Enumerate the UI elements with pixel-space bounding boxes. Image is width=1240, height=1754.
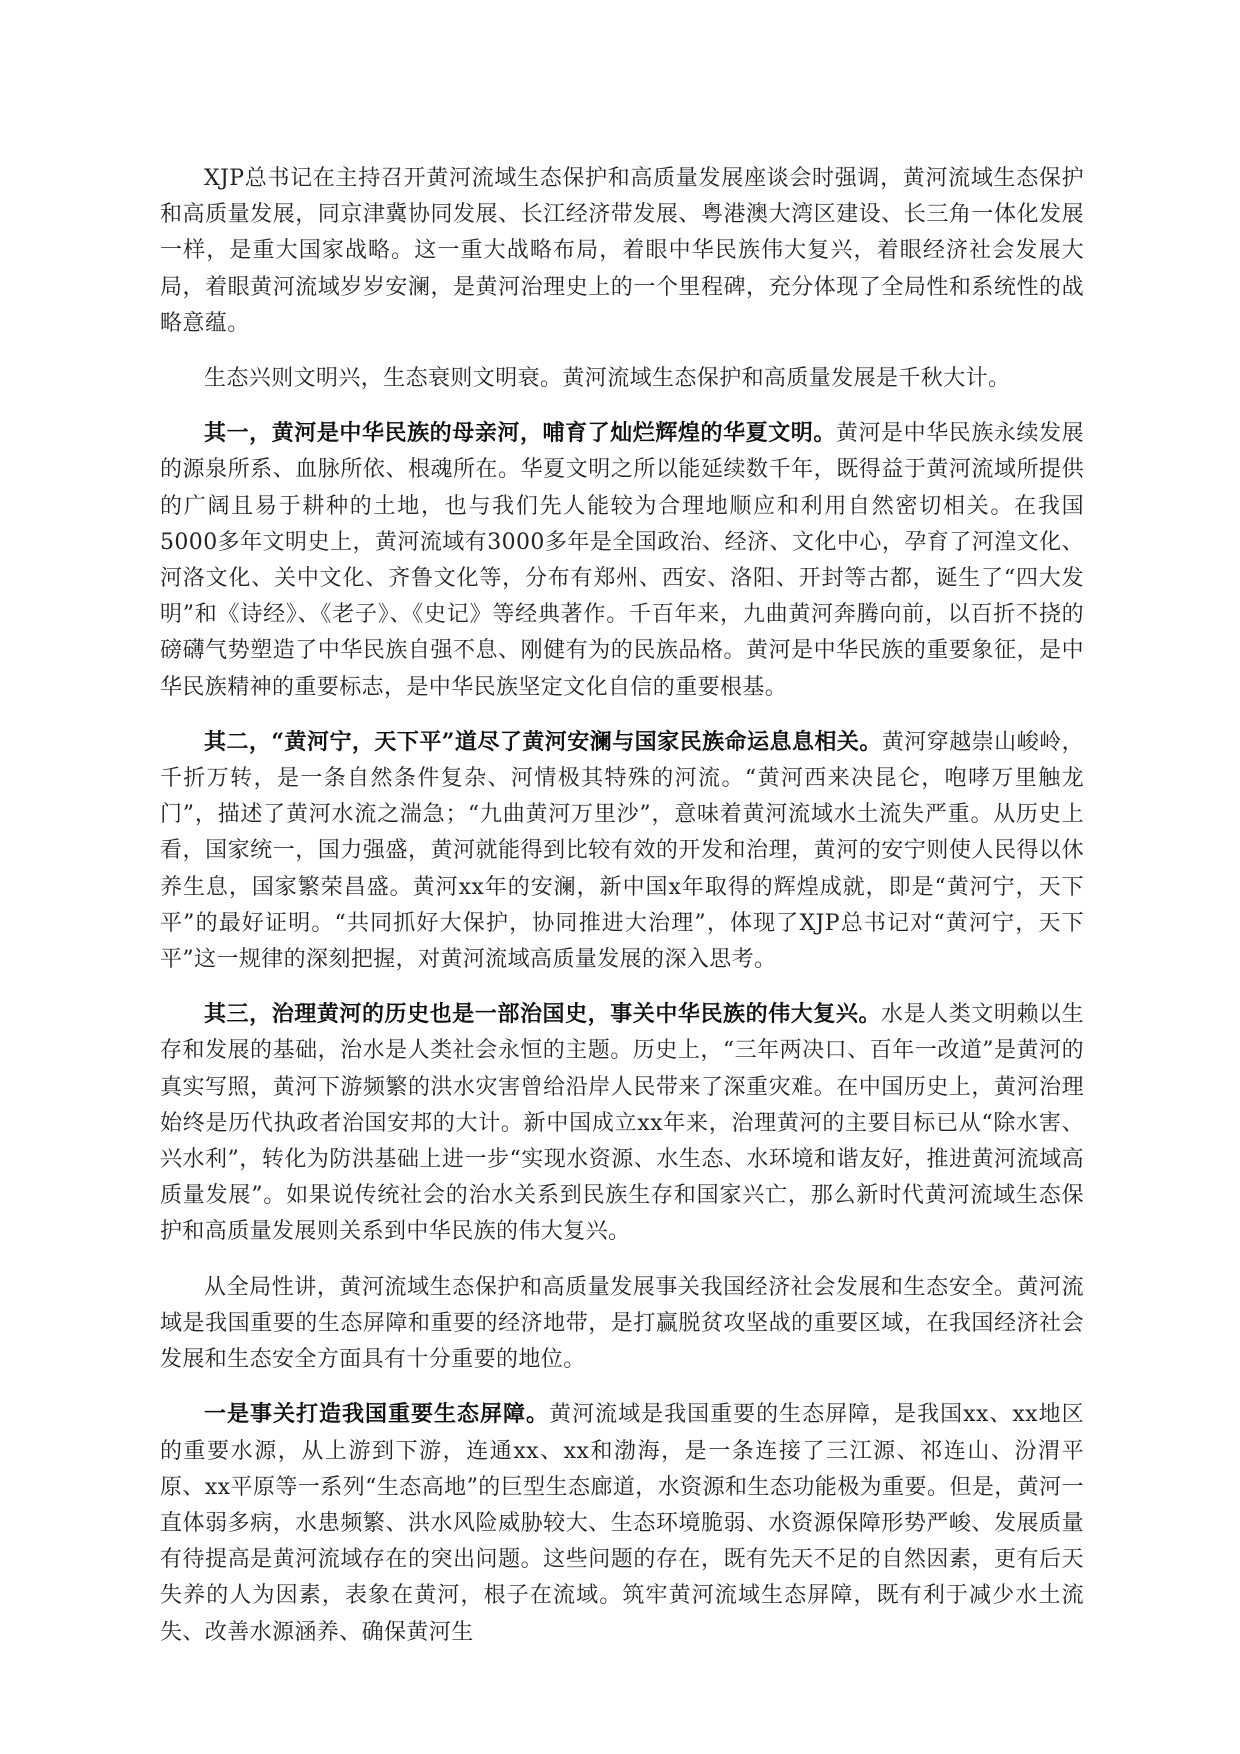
paragraph-ecology-civilization: [160, 360, 1084, 397]
paragraph-point-one: [160, 415, 1084, 706]
paragraph-point-two: [160, 724, 1084, 978]
paragraph-text: 黄河穿越崇山峻岭，千折万转，是一条自然条件复杂、河情极其特殊的河流。“黄河西来决昆仑，咆哮万里触龙门”，描述了黄河水流之湍急；“九曲黄河万里沙”，意味着黄河流域水土流失严重。从历史上看，国家统一，国力强盛，黄河就能得到比较有效的开发和治理，黄河的安宁则使人民得以休养生息，国家繁荣昌盛。黄河xx年的安澜，新中国x年取得的辉煌成就，即是“黄河宁，天下平”的最好证明。“共同抓好大保护，协同推进大治理”，体现了XJP总书记对“黄河宁，天下平”这一规律的深刻把握，对黄河流域高质量发展的深入思考。: [160, 729, 1084, 973]
document-body: [160, 160, 1084, 1669]
paragraph-text: XJP总书记在主持召开黄河流域生态保护和高质量发展座谈会时强调，黄河流域生态保护和高质量发展，同京津冀协同发展、长江经济带发展、粤港澳大湾区建设、长三角一体化发展一样，是重大国家战略。这一重大战略布局，着眼中华民族伟大复兴，着眼经济社会发展大局，着眼黄河流域岁岁安澜，是黄河治理史上的一个里程碑，充分体现了全局性和系统性的战略意蕴。: [160, 166, 1084, 336]
paragraph-lead: 其三，治理黄河的历史也是一部治国史，事关中华民族的伟大复兴。: [204, 1001, 882, 1028]
paragraph-text: 水是人类文明赖以生存和发展的基础，治水是人类社会永恒的主题。历史上，“三年两决口、百年一改道”是黄河的真实写照，黄河下游频繁的洪水灾害曾给沿岸人民带来了深重灾难。在中国历史上，黄河治理始终是历代执政者治国安邦的大计。新中国成立xx年来，治理黄河的主要目标已从“除水害、兴水利”，转化为防洪基础上进一步“实现水资源、水生态、水环境和谐友好，推进黄河流域高质量发展”。如果说传统社会的治水关系到民族生存和国家兴亡，那么新时代黄河流域生态保护和高质量发展则关系到中华民族的伟大复兴。: [160, 1002, 1084, 1245]
paragraph-overall: [160, 1269, 1084, 1379]
paragraph-text: 黄河是中华民族永续发展的源泉所系、血脉所依、根魂所在。华夏文明之所以能延续数千年，既得益于黄河流域所提供的广阔且易于耕种的土地，也与我们先人能较为合理地顺应和利用自然密切相关。在我国5000多年文明史上，黄河流域有3000多年是全国政治、经济、文化中心，孕育了河湟文化、河洛文化、关中文化、齐鲁文化等，分布有郑州、西安、洛阳、开封等古都，诞生了“四大发明”和《诗经》、《老子》、《史记》等经典著作。千百年来，九曲黄河奔腾向前，以百折不挠的磅礴气势塑造了中华民族自强不息、刚健有为的民族品格。黄河是中华民族的重要象征，是中华民族精神的重要标志，是中华民族坚定文化自信的重要根基。: [160, 421, 1085, 700]
paragraph-intro: [160, 160, 1084, 342]
paragraph-lead: 其一，黄河是中华民族的母亲河，哺育了灿烂辉煌的华夏文明。: [204, 420, 836, 447]
paragraph-text: 从全局性讲，黄河流域生态保护和高质量发展事关我国经济社会发展和生态安全。黄河流域是我国重要的生态屏障和重要的经济地带，是打赢脱贫攻坚战的重要区域，在我国经济社会发展和生态安全方面具有十分重要的地位。: [160, 1274, 1084, 1373]
paragraph-point-three: [160, 996, 1084, 1250]
paragraph-lead: 其二，“黄河宁，天下平”道尽了黄河安澜与国家民族命运息息相关。: [204, 728, 882, 755]
paragraph-ecological-barrier: [160, 1396, 1084, 1650]
paragraph-text: 黄河流域是我国重要的生态屏障，是我国xx、xx地区的重要水源，从上游到下游，连通xx、xx和渤海，是一条连接了三江源、祁连山、汾渭平原、xx平原等一系列“生态高地”的巨型生态廊道，水资源和生态功能极为重要。但是，黄河一直体弱多病，水患频繁、洪水风险威胁较大、生态环境脆弱、水资源保障形势严峻、发展质量有待提高是黄河流域存在的突出问题。这些问题的存在，既有先天不足的自然因素，更有后天失养的人为因素，表象在黄河，根子在流域。筑牢黄河流域生态屏障，既有利于减少水土流失、改善水源涵养、确保黄河生: [160, 1402, 1084, 1645]
paragraph-text: 生态兴则文明兴，生态衰则文明衰。黄河流域生态保护和高质量发展是千秋大计。: [204, 366, 1011, 392]
paragraph-lead: 一是事关打造我国重要生态屏障。: [204, 1401, 550, 1428]
